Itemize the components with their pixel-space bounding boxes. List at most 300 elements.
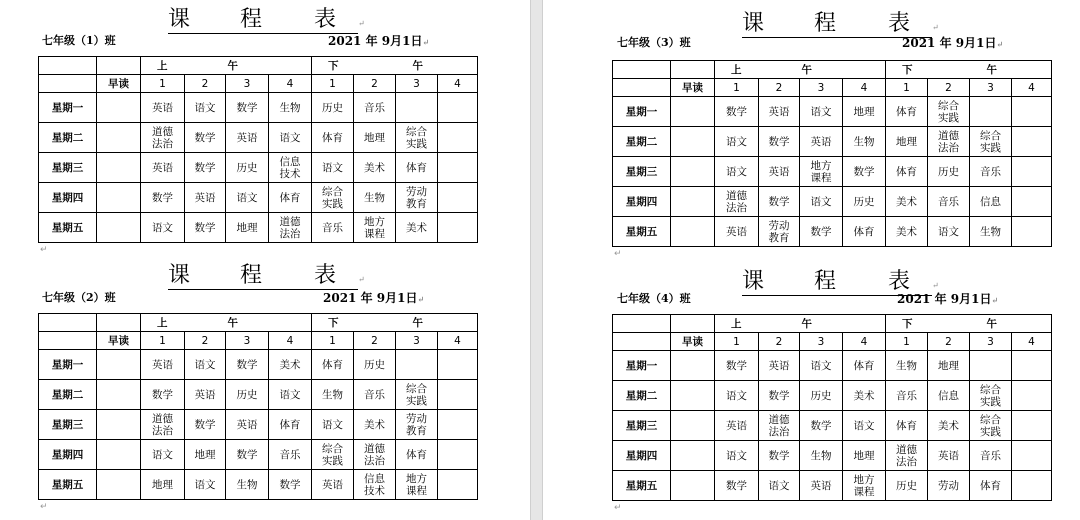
header-zaodu: 早读 <box>671 79 715 97</box>
subject-cell: 劳动 教育 <box>396 410 438 440</box>
header-period: 2 <box>928 79 970 97</box>
subject-cell: 语文 <box>226 183 269 213</box>
subject-cell: 语文 <box>800 351 843 381</box>
subject-cell: 英语 <box>715 411 759 441</box>
header-period: 2 <box>759 79 800 97</box>
table-row <box>39 470 478 500</box>
subject-cell: 美术 <box>886 217 928 247</box>
header-period: 1 <box>312 75 354 93</box>
subject-cell: 英语 <box>312 470 354 500</box>
table-row <box>613 127 1052 157</box>
subject-cell: 数学 <box>759 381 800 411</box>
table-row <box>39 380 478 410</box>
subject-cell <box>671 441 715 471</box>
title-char: 课 <box>742 11 765 36</box>
subject-cell: 历史 <box>928 157 970 187</box>
header-period: 3 <box>226 75 269 93</box>
subject-cell: 语文 <box>269 123 312 153</box>
subject-cell <box>396 350 438 380</box>
subject-cell <box>97 380 141 410</box>
header-period: 4 <box>438 75 478 93</box>
header-blank <box>671 315 715 333</box>
title-char: 程 <box>240 263 263 288</box>
subject-cell <box>97 93 141 123</box>
subject-cell: 数学 <box>759 187 800 217</box>
subject-cell <box>97 410 141 440</box>
subject-cell: 语文 <box>269 380 312 410</box>
table-row <box>39 93 478 123</box>
subject-cell: 地理 <box>843 441 886 471</box>
subject-cell: 数学 <box>715 351 759 381</box>
subject-cell: 体育 <box>886 411 928 441</box>
subject-cell <box>970 351 1012 381</box>
day-label: 星期四 <box>39 440 97 470</box>
day-label: 星期三 <box>613 157 671 187</box>
subject-cell: 综合 实践 <box>312 440 354 470</box>
subject-cell: 生物 <box>226 470 269 500</box>
subject-cell: 综合 实践 <box>970 381 1012 411</box>
subject-cell: 综合 实践 <box>396 123 438 153</box>
table-row <box>613 411 1052 441</box>
subject-cell: 生物 <box>269 93 312 123</box>
header-period: 2 <box>354 332 396 350</box>
subject-cell: 生物 <box>354 183 396 213</box>
subject-cell: 语文 <box>843 411 886 441</box>
subject-cell: 生物 <box>843 127 886 157</box>
subject-cell: 道德 法治 <box>141 123 185 153</box>
subject-cell: 英语 <box>141 350 185 380</box>
subject-cell: 地理 <box>185 440 226 470</box>
table-row <box>613 351 1052 381</box>
header-corner <box>39 332 97 350</box>
subject-cell: 数学 <box>141 380 185 410</box>
day-label: 星期四 <box>39 183 97 213</box>
subject-cell: 语文 <box>759 471 800 501</box>
schedule-title <box>168 2 365 34</box>
subject-cell: 语文 <box>928 217 970 247</box>
title-char: 课 <box>742 269 765 294</box>
subject-cell <box>438 93 478 123</box>
table-row <box>39 440 478 470</box>
subject-cell <box>438 380 478 410</box>
subject-cell <box>1012 97 1052 127</box>
header-period: 1 <box>886 333 928 351</box>
class-label: 七年级（1）班 <box>42 34 116 47</box>
subject-cell: 英语 <box>800 127 843 157</box>
paragraph-mark: ↵ <box>40 502 48 512</box>
subject-cell: 历史 <box>886 471 928 501</box>
schedule-table <box>38 313 478 500</box>
subject-cell: 道德 法治 <box>759 411 800 441</box>
subject-cell: 生物 <box>970 217 1012 247</box>
subject-cell <box>671 97 715 127</box>
header-period: 2 <box>185 332 226 350</box>
header-corner <box>613 61 671 79</box>
header-period: 4 <box>843 79 886 97</box>
subject-cell: 信息 技术 <box>269 153 312 183</box>
subject-cell: 美术 <box>354 153 396 183</box>
subject-cell: 语文 <box>185 470 226 500</box>
day-label: 星期二 <box>39 123 97 153</box>
subject-cell <box>671 351 715 381</box>
day-label: 星期三 <box>39 153 97 183</box>
subject-cell <box>97 153 141 183</box>
header-corner <box>39 75 97 93</box>
subject-cell <box>1012 127 1052 157</box>
header-period: 2 <box>354 75 396 93</box>
subject-cell: 数学 <box>226 350 269 380</box>
day-label: 星期一 <box>613 97 671 127</box>
subject-cell <box>671 157 715 187</box>
paragraph-mark: ↵ <box>996 39 1004 49</box>
subject-cell: 英语 <box>800 471 843 501</box>
table-row <box>613 441 1052 471</box>
subject-cell: 体育 <box>312 123 354 153</box>
subject-cell: 生物 <box>886 351 928 381</box>
table-row <box>39 410 478 440</box>
subject-cell: 地方 课程 <box>396 470 438 500</box>
subject-cell <box>438 440 478 470</box>
header-period: 4 <box>438 332 478 350</box>
subject-cell: 数学 <box>226 440 269 470</box>
header-period: 1 <box>715 79 759 97</box>
subject-cell: 音乐 <box>970 441 1012 471</box>
day-label: 星期五 <box>39 470 97 500</box>
schedule-date: 2021 年 9月1日↵ <box>897 292 999 306</box>
header-blank <box>97 314 141 332</box>
subject-cell <box>1012 351 1052 381</box>
title-char: 课 <box>168 263 191 288</box>
subject-cell <box>1012 217 1052 247</box>
subject-cell: 体育 <box>970 471 1012 501</box>
subject-cell: 体育 <box>886 97 928 127</box>
header-period: 1 <box>141 332 185 350</box>
title-char: 表 <box>886 264 932 296</box>
header-zaodu: 早读 <box>97 332 141 350</box>
subject-cell: 历史 <box>226 380 269 410</box>
schedule-date: 2021 年 9月1日↵ <box>323 291 425 305</box>
subject-cell: 地方 课程 <box>354 213 396 243</box>
subject-cell: 英语 <box>928 441 970 471</box>
subject-cell <box>1012 411 1052 441</box>
subject-cell: 英语 <box>141 93 185 123</box>
subject-cell: 地理 <box>886 127 928 157</box>
header-period: 2 <box>185 75 226 93</box>
subject-cell: 数学 <box>759 441 800 471</box>
subject-cell <box>97 183 141 213</box>
subject-cell: 语文 <box>715 441 759 471</box>
header-morning: 上 午 <box>141 314 312 332</box>
subject-cell: 数学 <box>185 410 226 440</box>
title-char: 表 <box>312 258 358 290</box>
subject-cell: 数学 <box>185 153 226 183</box>
schedule-date: 2021 年 9月1日↵ <box>902 36 1004 50</box>
subject-cell: 历史 <box>312 93 354 123</box>
subject-cell: 数学 <box>185 123 226 153</box>
subject-cell: 地理 <box>226 213 269 243</box>
table-row <box>613 471 1052 501</box>
header-period: 1 <box>312 332 354 350</box>
header-morning: 上 午 <box>141 57 312 75</box>
subject-cell: 数学 <box>715 97 759 127</box>
subject-cell: 历史 <box>843 187 886 217</box>
header-period: 1 <box>715 333 759 351</box>
subject-cell: 美术 <box>928 411 970 441</box>
day-label: 星期二 <box>39 380 97 410</box>
title-char: 程 <box>814 269 837 294</box>
subject-cell: 语文 <box>312 153 354 183</box>
subject-cell <box>671 217 715 247</box>
subject-cell: 劳动 教育 <box>396 183 438 213</box>
header-period: 3 <box>970 333 1012 351</box>
subject-cell: 历史 <box>354 350 396 380</box>
day-label: 星期五 <box>613 217 671 247</box>
header-period: 4 <box>1012 79 1052 97</box>
subject-cell: 语文 <box>715 381 759 411</box>
subject-cell: 数学 <box>715 471 759 501</box>
paragraph-mark: ↵ <box>422 37 430 47</box>
subject-cell: 体育 <box>312 350 354 380</box>
subject-cell: 道德 法治 <box>715 187 759 217</box>
schedule-table <box>612 314 1052 501</box>
header-period: 3 <box>396 75 438 93</box>
subject-cell: 音乐 <box>928 187 970 217</box>
subject-cell: 信息 <box>928 381 970 411</box>
subject-cell <box>97 123 141 153</box>
subject-cell: 地方 课程 <box>843 471 886 501</box>
title-char: 表 <box>312 2 358 34</box>
subject-cell: 综合 实践 <box>928 97 970 127</box>
subject-cell <box>671 411 715 441</box>
subject-cell <box>438 410 478 440</box>
class-label: 七年级（4）班 <box>617 292 691 305</box>
day-label: 星期四 <box>613 187 671 217</box>
day-label: 星期五 <box>39 213 97 243</box>
subject-cell: 道德 法治 <box>354 440 396 470</box>
title-char: 课 <box>168 7 191 32</box>
subject-cell: 道德 法治 <box>928 127 970 157</box>
title-char: 表 <box>886 6 932 38</box>
header-afternoon: 下 午 <box>886 315 1052 333</box>
day-label: 星期四 <box>613 441 671 471</box>
subject-cell <box>438 470 478 500</box>
header-corner <box>613 333 671 351</box>
table-row <box>39 350 478 380</box>
table-row <box>613 187 1052 217</box>
day-label: 星期三 <box>613 411 671 441</box>
subject-cell: 语文 <box>141 213 185 243</box>
subject-cell: 数学 <box>800 217 843 247</box>
subject-cell: 体育 <box>396 153 438 183</box>
table-row <box>39 183 478 213</box>
subject-cell <box>1012 381 1052 411</box>
subject-cell: 语文 <box>715 157 759 187</box>
subject-cell: 信息 技术 <box>354 470 396 500</box>
subject-cell: 英语 <box>185 183 226 213</box>
subject-cell: 语文 <box>141 440 185 470</box>
subject-cell <box>438 350 478 380</box>
subject-cell: 体育 <box>269 410 312 440</box>
subject-cell: 语文 <box>185 93 226 123</box>
subject-cell: 数学 <box>759 127 800 157</box>
title-char: 程 <box>814 11 837 36</box>
subject-cell: 语文 <box>715 127 759 157</box>
paragraph-mark: ↵ <box>614 249 622 259</box>
table-row <box>39 123 478 153</box>
paragraph-mark: ↵ <box>358 19 365 28</box>
subject-cell: 语文 <box>800 97 843 127</box>
subject-cell: 美术 <box>886 187 928 217</box>
title-char: 程 <box>240 7 263 32</box>
subject-cell <box>970 97 1012 127</box>
subject-cell: 地理 <box>354 123 396 153</box>
header-period: 4 <box>843 333 886 351</box>
subject-cell <box>438 123 478 153</box>
schedule-date: 2021 年 9月1日↵ <box>328 34 430 48</box>
subject-cell <box>396 93 438 123</box>
subject-cell: 综合 实践 <box>970 127 1012 157</box>
subject-cell: 体育 <box>886 157 928 187</box>
subject-cell: 体育 <box>843 351 886 381</box>
class-label: 七年级（3）班 <box>617 36 691 49</box>
subject-cell <box>671 187 715 217</box>
subject-cell <box>97 350 141 380</box>
subject-cell: 劳动 教育 <box>759 217 800 247</box>
subject-cell: 音乐 <box>269 440 312 470</box>
header-period: 4 <box>269 332 312 350</box>
subject-cell: 历史 <box>226 153 269 183</box>
subject-cell <box>97 440 141 470</box>
subject-cell: 数学 <box>800 411 843 441</box>
subject-cell: 音乐 <box>312 213 354 243</box>
header-afternoon: 下 午 <box>312 57 478 75</box>
subject-cell: 音乐 <box>886 381 928 411</box>
subject-cell: 英语 <box>141 153 185 183</box>
subject-cell: 综合 实践 <box>312 183 354 213</box>
paragraph-mark: ↵ <box>40 245 48 255</box>
paragraph-mark: ↵ <box>417 294 425 304</box>
subject-cell: 地理 <box>843 97 886 127</box>
subject-cell <box>1012 471 1052 501</box>
table-row <box>39 213 478 243</box>
header-period: 3 <box>396 332 438 350</box>
header-period: 3 <box>970 79 1012 97</box>
subject-cell: 综合 实践 <box>970 411 1012 441</box>
header-period: 2 <box>928 333 970 351</box>
header-corner <box>39 57 97 75</box>
day-label: 星期二 <box>613 127 671 157</box>
header-zaodu: 早读 <box>97 75 141 93</box>
table-row <box>613 217 1052 247</box>
subject-cell: 数学 <box>226 93 269 123</box>
subject-cell <box>97 213 141 243</box>
header-period: 1 <box>886 79 928 97</box>
subject-cell: 生物 <box>312 380 354 410</box>
header-period: 3 <box>800 333 843 351</box>
subject-cell: 英语 <box>226 410 269 440</box>
subject-cell <box>438 153 478 183</box>
subject-cell: 音乐 <box>970 157 1012 187</box>
header-morning: 上 午 <box>715 61 886 79</box>
header-corner <box>39 314 97 332</box>
schedule-table <box>612 60 1052 247</box>
subject-cell: 地理 <box>141 470 185 500</box>
subject-cell: 英语 <box>759 97 800 127</box>
subject-cell: 生物 <box>800 441 843 471</box>
subject-cell <box>671 471 715 501</box>
subject-cell: 体育 <box>396 440 438 470</box>
subject-cell: 英语 <box>185 380 226 410</box>
subject-cell: 劳动 <box>928 471 970 501</box>
subject-cell: 美术 <box>396 213 438 243</box>
day-label: 星期五 <box>613 471 671 501</box>
page-gutter <box>530 0 543 520</box>
subject-cell: 地理 <box>928 351 970 381</box>
header-corner <box>613 79 671 97</box>
subject-cell: 数学 <box>843 157 886 187</box>
paragraph-mark: ↵ <box>932 23 939 32</box>
subject-cell: 音乐 <box>354 93 396 123</box>
subject-cell <box>1012 441 1052 471</box>
subject-cell: 英语 <box>715 217 759 247</box>
subject-cell: 数学 <box>141 183 185 213</box>
table-row <box>613 157 1052 187</box>
header-period: 4 <box>269 75 312 93</box>
class-label: 七年级（2）班 <box>42 291 116 304</box>
subject-cell <box>438 183 478 213</box>
header-period: 4 <box>1012 333 1052 351</box>
subject-cell: 历史 <box>800 381 843 411</box>
subject-cell: 道德 法治 <box>269 213 312 243</box>
day-label: 星期一 <box>613 351 671 381</box>
subject-cell: 英语 <box>226 123 269 153</box>
subject-cell: 美术 <box>843 381 886 411</box>
header-zaodu: 早读 <box>671 333 715 351</box>
subject-cell: 数学 <box>269 470 312 500</box>
table-row <box>613 97 1052 127</box>
header-period: 3 <box>226 332 269 350</box>
paragraph-mark: ↵ <box>991 295 999 305</box>
subject-cell: 美术 <box>269 350 312 380</box>
table-row <box>39 153 478 183</box>
subject-cell: 体育 <box>269 183 312 213</box>
table-row <box>613 381 1052 411</box>
subject-cell: 语文 <box>312 410 354 440</box>
schedule-table <box>38 56 478 243</box>
day-label: 星期一 <box>39 93 97 123</box>
day-label: 星期二 <box>613 381 671 411</box>
header-morning: 上 午 <box>715 315 886 333</box>
subject-cell: 信息 <box>970 187 1012 217</box>
header-corner <box>613 315 671 333</box>
subject-cell <box>671 381 715 411</box>
header-period: 1 <box>141 75 185 93</box>
subject-cell: 语文 <box>185 350 226 380</box>
subject-cell <box>438 213 478 243</box>
header-blank <box>671 61 715 79</box>
subject-cell <box>1012 187 1052 217</box>
header-afternoon: 下 午 <box>312 314 478 332</box>
subject-cell: 综合 实践 <box>396 380 438 410</box>
subject-cell: 英语 <box>759 351 800 381</box>
subject-cell <box>1012 157 1052 187</box>
paragraph-mark: ↵ <box>614 503 622 513</box>
subject-cell <box>97 470 141 500</box>
day-label: 星期三 <box>39 410 97 440</box>
subject-cell <box>671 127 715 157</box>
subject-cell: 语文 <box>800 187 843 217</box>
subject-cell: 英语 <box>759 157 800 187</box>
